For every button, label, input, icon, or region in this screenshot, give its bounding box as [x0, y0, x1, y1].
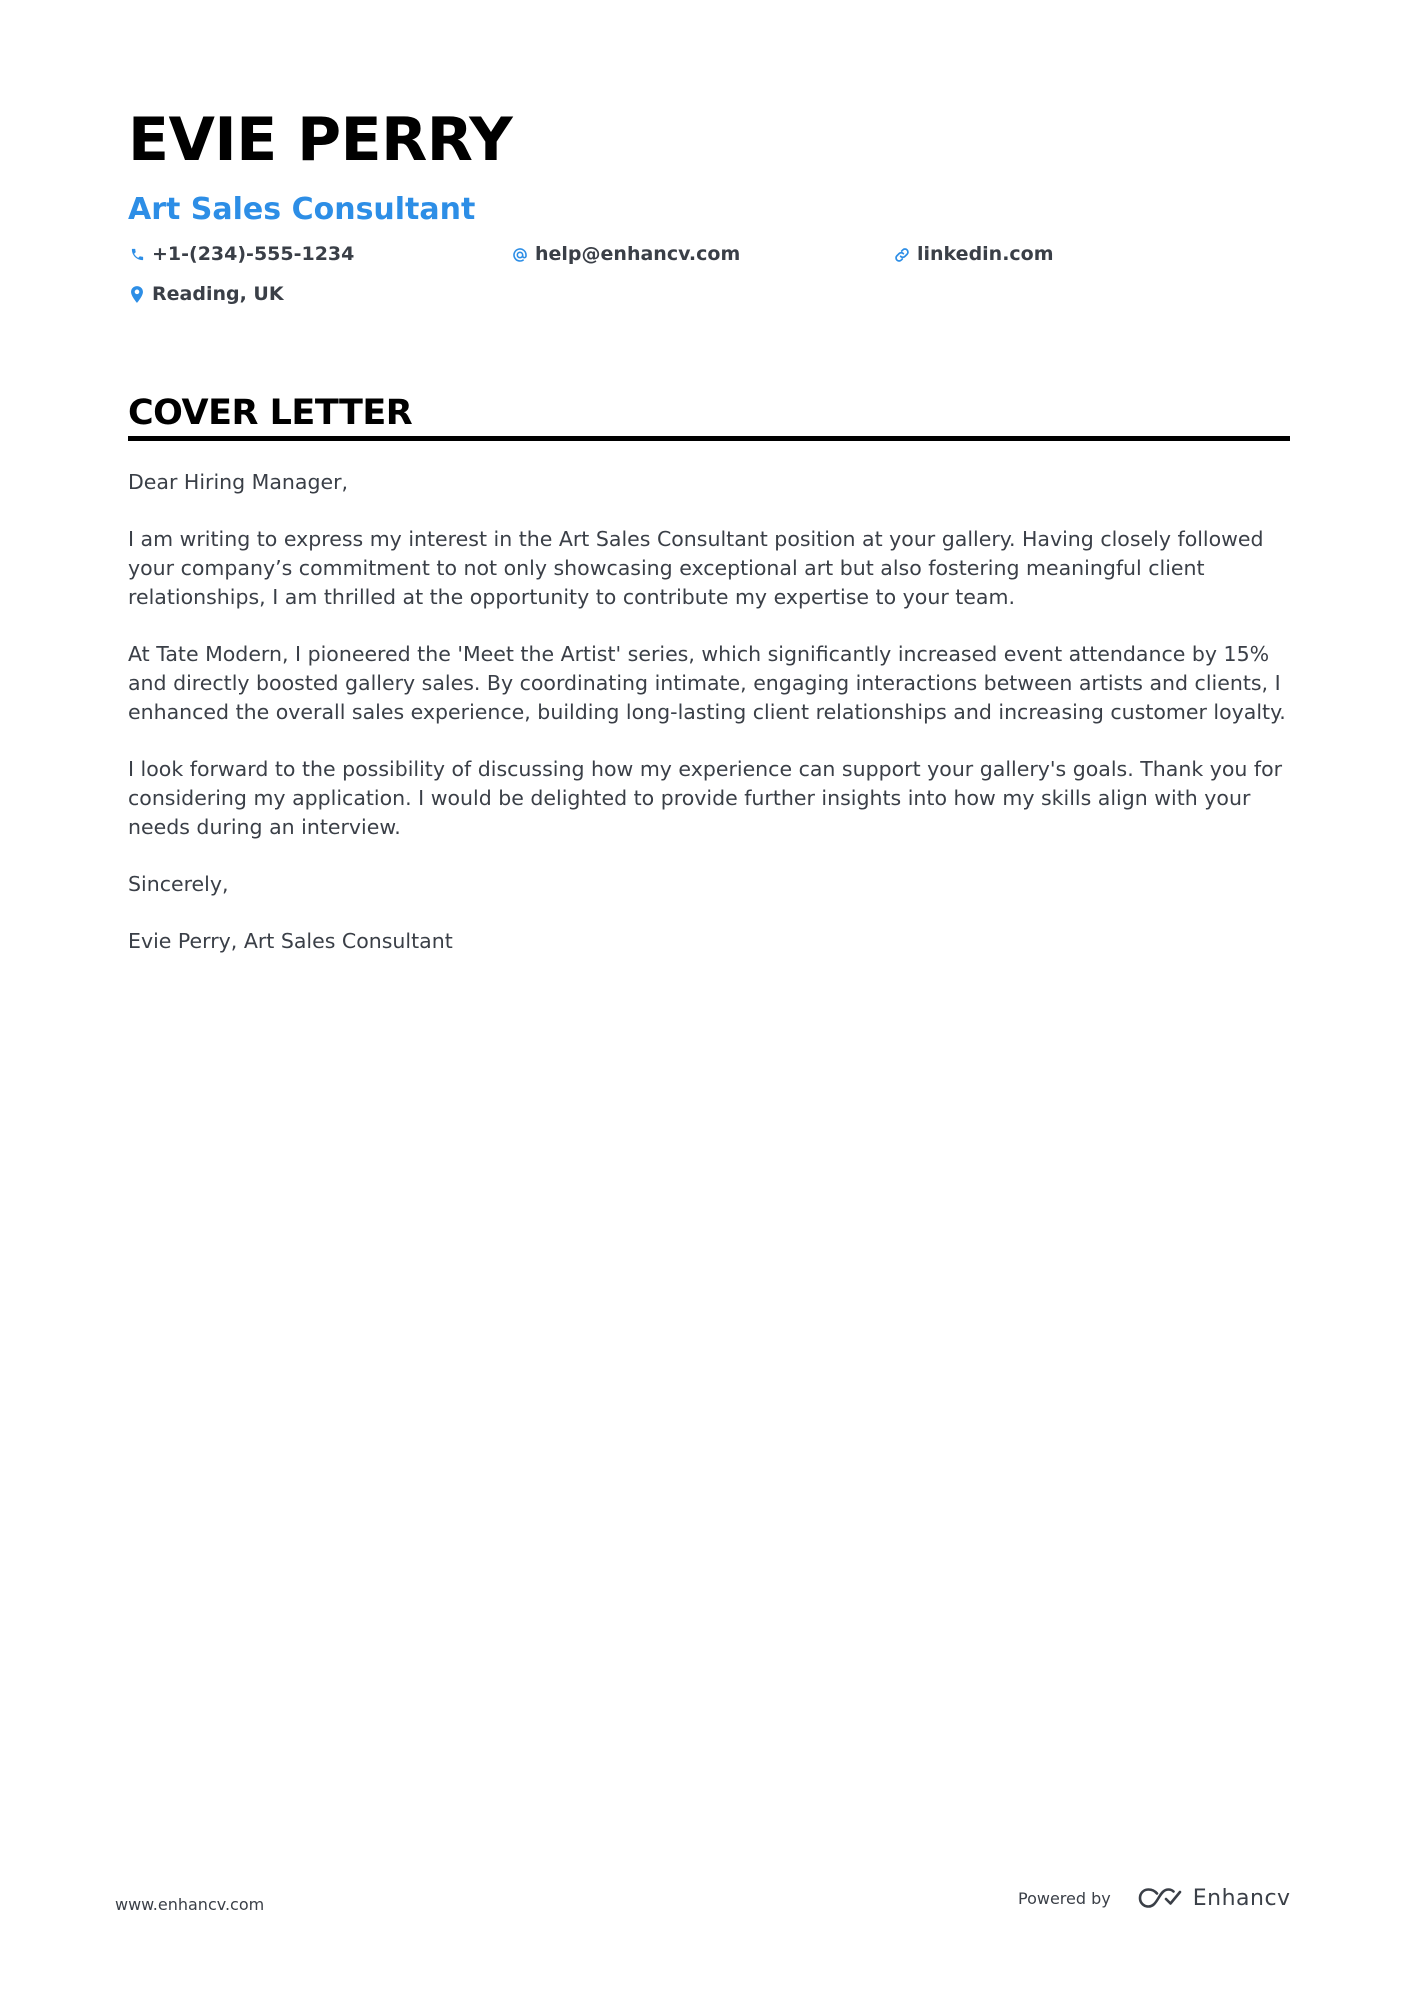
powered-by-label: Powered by	[1018, 1888, 1111, 1908]
letter-body	[128, 468, 1290, 984]
contact-email	[511, 245, 740, 264]
at-icon	[511, 246, 529, 264]
letter-closing: Sincerely,	[128, 872, 229, 896]
brand-name: Enhancv	[1192, 1885, 1291, 1911]
footer-website[interactable]: www.enhancv.com	[115, 1895, 265, 1914]
contact-link	[893, 245, 1054, 264]
phone-icon	[128, 246, 146, 264]
section-divider	[128, 436, 1290, 441]
candidate-name: EVIE PERRY	[128, 105, 513, 175]
letter-paragraph: I look forward to the possibility of discussing how my experience can support your gallery's goals. Thank you for considering my application. I would be delighted to provide further insights into how my skills align with your needs during an interview.	[128, 757, 1283, 839]
location-pin-icon	[128, 286, 146, 304]
enhancv-logo-icon	[1137, 1886, 1183, 1910]
letter-paragraph: I am writing to express my interest in the Art Sales Consultant position at your gallery. Having closely followed your company’s commitment to not only showcasing exceptional art but also fostering meaningful client relationships, I am thrilled at the opportunity to contribute my expertise to your team.	[128, 527, 1264, 609]
footer-branding[interactable]	[1018, 1878, 1291, 1918]
email-text[interactable]: help@enhancv.com	[535, 243, 741, 265]
letter-greeting: Dear Hiring Manager,	[128, 470, 349, 494]
link-icon	[893, 246, 911, 264]
phone-text[interactable]: +1-(234)-555-1234	[152, 243, 355, 265]
link-text[interactable]: linkedin.com	[917, 243, 1054, 265]
contact-phone	[128, 245, 354, 264]
section-title: COVER LETTER	[128, 393, 413, 433]
letter-signature: Evie Perry, Art Sales Consultant	[128, 929, 453, 953]
candidate-title: Art Sales Consultant	[128, 192, 476, 227]
contact-location	[128, 285, 284, 304]
letter-paragraph: At Tate Modern, I pioneered the 'Meet the Artist' series, which significantly increased event attendance by 15% and directly boosted gallery sales. By coordinating intimate, engaging interactions between artists and clients, I enhanced the overall sales experience, building long-lasting client relationships and increasing customer loyalty.	[128, 642, 1286, 724]
location-text: Reading, UK	[152, 283, 284, 305]
